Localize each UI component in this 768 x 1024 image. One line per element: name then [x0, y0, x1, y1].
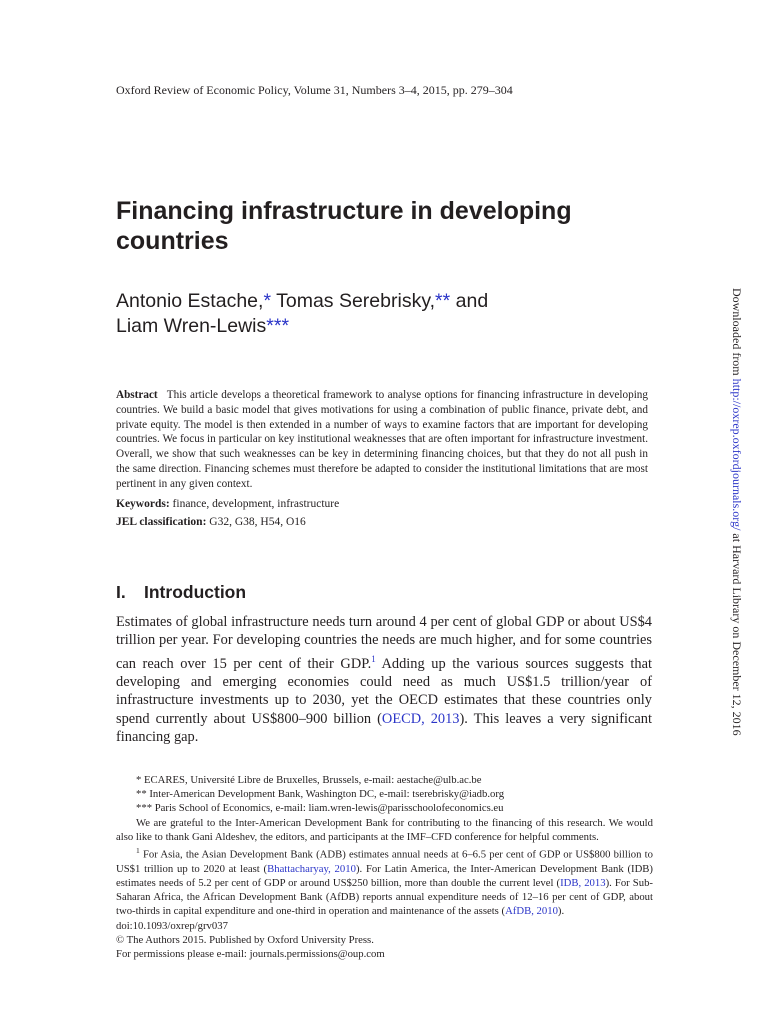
body-text-2: Adding up the various sources suggests that developing and emerging economies could need as much US$1.5 trillion/year of infrastructure investments up to 2030, yet the OECD estimates that these countries only spend currently about US$800–900 billion ( [116, 655, 652, 727]
article-title [116, 196, 676, 256]
footnote-author-3: *** Paris School of Economics, e-mail: liam.wren-lewis@parisschoolofeconomics.eu [136, 802, 504, 815]
body-paragraph [116, 613, 652, 747]
section-title: Introduction [144, 582, 247, 602]
doi: doi:10.1093/oxrep/grv037 [116, 919, 228, 932]
citation-afdb-link[interactable]: AfDB, 2010 [505, 905, 558, 918]
title-line-2: countries [116, 227, 229, 255]
citation-bhattacharyay-link[interactable]: Bhattacharyay, 2010 [267, 862, 356, 875]
download-notice-prefix: Downloaded from [730, 288, 744, 379]
footnote-1-mark: 1 [136, 846, 140, 856]
footnote-author-2: ** Inter-American Development Bank, Washington DC, e-mail: tserebrisky@iadb.org [136, 788, 505, 801]
author-3: Liam Wren-Lewis [116, 315, 267, 337]
author-1: Antonio Estache, [116, 290, 264, 312]
author-2-footnote-link[interactable]: ** [435, 290, 451, 312]
section-heading [116, 581, 246, 603]
running-head: Oxford Review of Economic Policy, Volume 31, Numbers 3–4, 2015, pp. 279–304 [116, 83, 513, 97]
download-notice [729, 288, 744, 736]
author-2: Tomas Serebrisky, [276, 290, 436, 312]
section-number: I. [116, 582, 126, 602]
citation-idb-link[interactable]: IDB, 2013 [560, 876, 606, 889]
jel-label: JEL classification: [116, 516, 207, 528]
jel-classification [116, 516, 306, 528]
copyright: © The Authors 2015. Published by Oxford University Press. [116, 933, 374, 946]
footnote-1-text-b: ). For Latin America, the Inter-American Development Bank (IDB) estimates needs of 5.2 per cent of GDP or around US$250 billion, more than double the current level ( [116, 862, 653, 889]
footnote-1-text-d: ). [557, 905, 565, 918]
keywords-label: Keywords: [116, 498, 170, 510]
keywords-text: finance, development, infrastructure [172, 498, 340, 510]
body-text-1: Estimates of global infrastructure needs turn around 4 per cent of global GDP or about US$4 trillion per year. For developing countries the needs are much higher, and for some countries can reach over 15 per cent of their GDP. [116, 614, 652, 672]
footnote-1-link[interactable]: 1 [371, 653, 376, 664]
author-1-footnote-link[interactable]: * [263, 290, 272, 312]
jel-text: G32, G38, H54, O16 [209, 516, 306, 528]
permissions: For permissions please e-mail: journals.permissions@oup.com [116, 948, 385, 960]
citation-oecd-link[interactable]: OECD, 2013 [381, 710, 460, 727]
title-line-1: Financing infrastructure in developing [116, 197, 572, 225]
footnote-1-text-c: ). For Sub-Saharan Africa, the African Development Bank (AfDB) reports annual expenditure needs of 12–16 per cent of GDP, about two-thirds in capital expenditure and one-third in operation and maintenance of the assets ( [116, 876, 653, 918]
download-source-link[interactable]: http://oxrep.oxfordjournals.org/ [730, 378, 744, 531]
abstract-text: This article develops a theoretical framework to analyse options for financing infrastructure in developing countries. We build a basic model that gives motivations for using a combination of public finance, private debt, and private equity. The model is then extended in a number of ways to examine factors that are important for developing countries. We focus in particular on key institutional weaknesses that are often important for infrastructure investment. Overall, we show that such weaknesses can be key in determining financing choices, but that they do not all push in the same direction. Financing schemes must therefore be adapted to consider the institutional limitations that are most pertinent in any given context. [116, 389, 648, 490]
author-list [116, 289, 656, 339]
abstract-label: Abstract [116, 389, 158, 401]
footnote-1 [116, 844, 653, 919]
footnote-author-1: * ECARES, Université Libre de Bruxelles, Brussels, e-mail: aestache@ulb.ac.be [136, 774, 482, 786]
abstract [116, 388, 648, 492]
author-and: and [455, 290, 489, 312]
keywords [116, 498, 339, 510]
footnote-1-text-a: For Asia, the Asian Development Bank (ADB) estimates annual needs at 6–6.5 per cent of GDP or US$800 billion to US$1 trillion up to 2020 at least ( [116, 848, 653, 875]
download-notice-suffix: at Harvard Library on December 12, 2016 [730, 530, 744, 736]
body-text-3: ). This leaves a very significant financing gap. [116, 710, 652, 746]
footnote-acknowledgements: We are grateful to the Inter-American Development Bank for contributing to the financing of this research. We would also like to thank Gani Aldeshev, the editors, and participants at the IMF–CFD conference for helpful comments. [116, 816, 653, 843]
author-3-footnote-link[interactable]: *** [266, 315, 290, 337]
footnotes [116, 773, 653, 961]
